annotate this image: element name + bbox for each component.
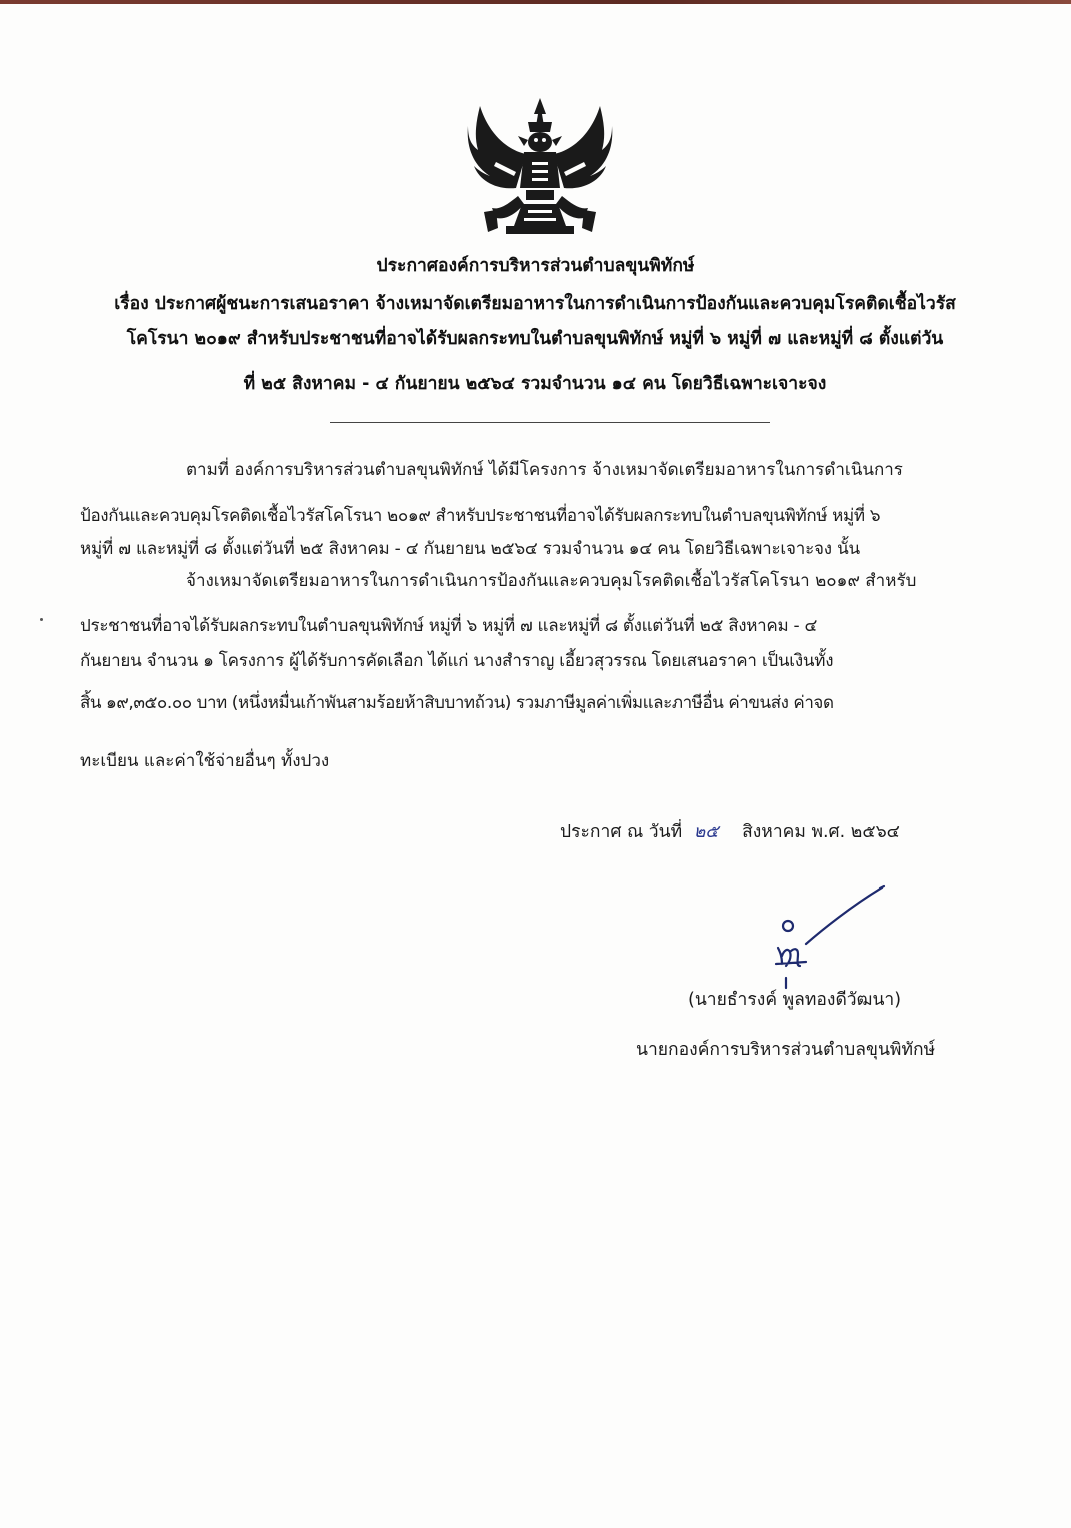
title-divider <box>330 422 770 423</box>
announcement-month-year: สิงหาคม พ.ศ. ๒๕๖๔ <box>742 822 900 842</box>
subject-line-3: ที่ ๒๕ สิงหาคม - ๔ กันยายน ๒๕๖๔ รวมจำนวน ๑๔ คน โดยวิธีเฉพาะเจาะจง <box>243 374 827 394</box>
signer-name: (นายธำรงค์ พูลทองดีวัฒนา) <box>688 990 902 1010</box>
subject-line-1: เรื่อง ประกาศผู้ชนะการเสนอราคา จ้างเหมาจัดเตรียมอาหารในการดำเนินการป้องกันและควบคุมโรคติดเชื้อไวรัส <box>114 294 956 314</box>
paragraph-1-line-1: ตามที่ องค์การบริหารส่วนตำบลขุนพิทักษ์ ได้มีโครงการ จ้างเหมาจัดเตรียมอาหารในการดำเนินการ <box>186 460 903 480</box>
subject-line-2: โคโรนา ๒๐๑๙ สำหรับประชาชนที่อาจได้รับผลกระทบในตำบลขุนพิทักษ์ หมู่ที่ ๖ หมู่ที่ ๗ และหมู่ที่ ๘ ตั้งแต่วัน <box>126 329 944 349</box>
page-top-edge <box>0 0 1071 4</box>
garuda-emblem-icon <box>466 92 614 240</box>
page-speck <box>40 618 43 621</box>
handwritten-day: ๒๕ <box>693 822 719 842</box>
signer-position: นายกองค์การบริหารส่วนตำบลขุนพิทักษ์ <box>636 1040 936 1060</box>
paragraph-2-line-2: ประชาชนที่อาจได้รับผลกระทบในตำบลขุนพิทักษ์ หมู่ที่ ๖ หมู่ที่ ๗ และหมู่ที่ ๘ ตั้งแต่วันที่ ๒๕ สิงหาคม - ๔ <box>80 616 818 636</box>
paragraph-1-line-3: หมู่ที่ ๗ และหมู่ที่ ๘ ตั้งแต่วันที่ ๒๕ สิงหาคม - ๔ กันยายน ๒๕๖๔ รวมจำนวน ๑๔ คน โดยวิธีเฉพาะเจาะจง นั้น <box>80 539 860 559</box>
paragraph-2-line-4: สิ้น ๑๙,๓๕๐.๐๐ บาท (หนึ่งหมื่นเก้าพันสามร้อยห้าสิบบาทถ้วน) รวมภาษีมูลค่าเพิ่มและภาษีอื่น ค่าขนส่ง ค่าจด <box>80 693 834 713</box>
paragraph-2-line-3: กันยายน จำนวน ๑ โครงการ ผู้ได้รับการคัดเลือก ได้แก่ นางสำราญ เอี้ยวสุวรรณ โดยเสนอราคา เป็นเงินทั้ง <box>80 651 834 671</box>
document-title: ประกาศองค์การบริหารส่วนตำบลขุนพิทักษ์ <box>376 256 695 276</box>
announcement-date <box>560 817 900 845</box>
paragraph-1-line-2: ป้องกันและควบคุมโรคติดเชื้อไวรัสโคโรนา ๒๐๑๙ สำหรับประชาชนที่อาจได้รับผลกระทบในตำบลขุนพิทักษ์ หมู่ที่ ๖ <box>80 506 881 526</box>
paragraph-2-line-5: ทะเบียน และค่าใช้จ่ายอื่นๆ ทั้งปวง <box>80 751 330 771</box>
handwritten-signature-icon <box>762 880 892 990</box>
paragraph-2-line-1: จ้างเหมาจัดเตรียมอาหารในการดำเนินการป้องกันและควบคุมโรคติดเชื้อไวรัสโคโรนา ๒๐๑๙ สำหรับ <box>186 571 917 591</box>
announcement-prefix: ประกาศ ณ วันที่ <box>560 822 683 842</box>
